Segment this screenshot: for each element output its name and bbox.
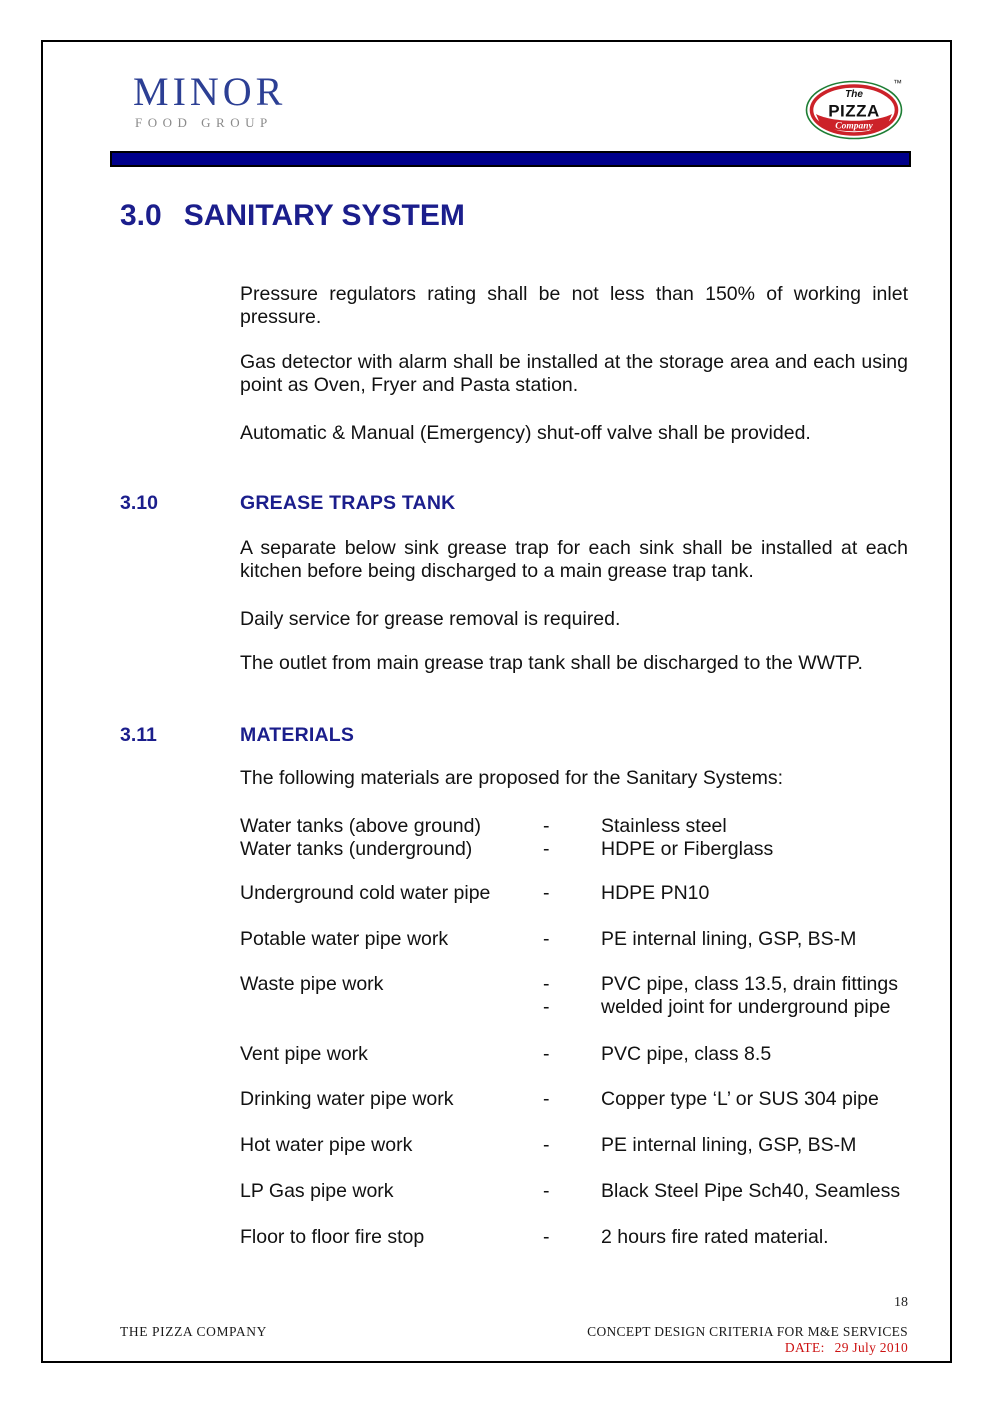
row-label: Floor to floor fire stop xyxy=(240,1226,425,1248)
materials-row xyxy=(0,1134,992,1157)
row-label: Waste pipe work xyxy=(240,973,384,995)
materials-row xyxy=(0,1180,992,1203)
svg-text:The: The xyxy=(845,89,863,100)
materials-row xyxy=(0,838,992,861)
materials-row xyxy=(0,815,992,838)
section-number: 3.11 xyxy=(120,724,157,746)
row-label: Drinking water pipe work xyxy=(240,1088,454,1110)
row-value: Black Steel Pipe Sch40, Seamless xyxy=(601,1180,901,1202)
row-value: PVC pipe, class 13.5, drain fittings xyxy=(601,973,898,995)
row-value: Stainless steel xyxy=(601,815,727,837)
row-value: PE internal lining, GSP, BS-M xyxy=(601,1134,857,1156)
materials-row xyxy=(0,1088,992,1111)
row-value: 2 hours fire rated material. xyxy=(601,1226,829,1248)
page-border xyxy=(41,40,952,1363)
footer-company-name: THE PIZZA COMPANY xyxy=(120,1324,267,1339)
svg-text:Company: Company xyxy=(835,121,873,132)
minor-logo-wordmark: MINOR xyxy=(133,69,287,114)
row-value: welded joint for underground pipe xyxy=(601,996,891,1018)
materials-row xyxy=(0,928,992,951)
row-dash: - xyxy=(543,1043,550,1065)
section-heading: GREASE TRAPS TANK xyxy=(240,492,456,514)
pizza-company-logo xyxy=(805,80,903,140)
materials-row xyxy=(0,973,992,996)
pizza-company-logo-icon xyxy=(805,80,903,140)
row-dash: - xyxy=(543,1226,550,1248)
header-divider-bar xyxy=(110,151,911,167)
materials-row xyxy=(0,1043,992,1066)
row-label: LP Gas pipe work xyxy=(240,1180,394,1202)
footer-date-value: 29 July 2010 xyxy=(834,1340,908,1355)
row-value: PVC pipe, class 8.5 xyxy=(601,1043,772,1065)
footer-document-title: CONCEPT DESIGN CRITERIA FOR M&E SERVICES xyxy=(587,1324,908,1339)
paragraph: Pressure regulators rating shall be not less than 150% of working inlet pressure. xyxy=(240,283,908,328)
trademark-symbol: ™ xyxy=(893,78,902,88)
materials-row xyxy=(0,882,992,905)
page-title-number: 3.0 xyxy=(120,199,162,232)
row-label: Vent pipe work xyxy=(240,1043,368,1065)
paragraph: The outlet from main grease trap tank shall be discharged to the WWTP. xyxy=(240,652,863,674)
row-dash: - xyxy=(543,996,550,1018)
materials-row xyxy=(0,996,992,1019)
materials-row xyxy=(0,1226,992,1249)
row-value: Copper type ‘L’ or SUS 304 pipe xyxy=(601,1088,879,1110)
minor-logo-subtitle: FOOD GROUP xyxy=(135,115,273,130)
row-dash: - xyxy=(543,1134,550,1156)
row-dash: - xyxy=(543,838,550,860)
row-dash: - xyxy=(543,815,550,837)
svg-text:PIZZA: PIZZA xyxy=(828,101,880,121)
paragraph: Daily service for grease removal is required. xyxy=(240,608,621,630)
row-dash: - xyxy=(543,882,550,904)
section-heading: MATERIALS xyxy=(240,724,355,746)
row-label: Water tanks (underground) xyxy=(240,838,473,860)
paragraph: Automatic & Manual (Emergency) shut-off valve shall be provided. xyxy=(240,422,811,444)
footer-date xyxy=(440,1340,908,1356)
row-dash: - xyxy=(543,1180,550,1202)
row-dash: - xyxy=(543,973,550,995)
section-number: 3.10 xyxy=(120,492,158,514)
paragraph: A separate below sink grease trap for each sink shall be installed at each kitchen before being discharged to a main grease trap tank. xyxy=(240,537,908,582)
row-dash: - xyxy=(543,1088,550,1110)
paragraph: Gas detector with alarm shall be installed at the storage area and each using point as Oven, Fryer and Pasta station. xyxy=(240,351,908,396)
page-title xyxy=(120,199,465,233)
row-value: HDPE or Fiberglass xyxy=(601,838,774,860)
page-title-label: SANITARY SYSTEM xyxy=(183,199,465,232)
row-value: PE internal lining, GSP, BS-M xyxy=(601,928,857,950)
row-label: Potable water pipe work xyxy=(240,928,449,950)
footer-date-label: DATE: xyxy=(784,1340,825,1355)
row-value: HDPE PN10 xyxy=(601,882,710,904)
row-label: Hot water pipe work xyxy=(240,1134,413,1156)
minor-food-group-logo xyxy=(133,69,287,130)
row-label: Water tanks (above ground) xyxy=(240,815,481,837)
row-dash: - xyxy=(543,928,550,950)
paragraph: The following materials are proposed for the Sanitary Systems: xyxy=(240,767,784,789)
row-label: Underground cold water pipe xyxy=(240,882,491,904)
page-number: 18 xyxy=(894,1295,908,1310)
